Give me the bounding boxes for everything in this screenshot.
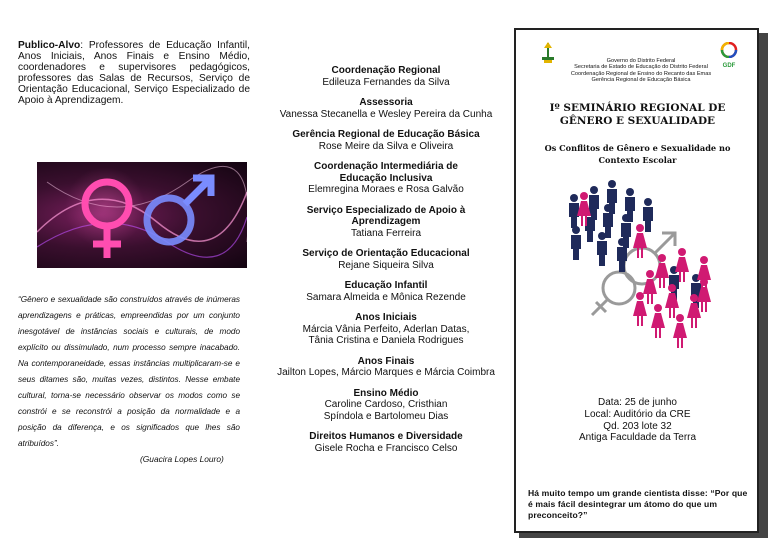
event-date: Data: 25 de junho	[598, 397, 677, 408]
female-figure-icon	[633, 292, 647, 326]
male-figure-icon	[569, 194, 579, 228]
event-address: Qd. 203 lote 32	[603, 420, 672, 432]
seminar-title	[526, 102, 749, 128]
female-figure-icon	[643, 270, 657, 304]
credit-names: Samara Almeida e Mônica Rezende	[306, 291, 466, 303]
credit-role: Direitos Humanos e Diversidade	[309, 431, 463, 442]
male-figure-icon	[571, 226, 581, 260]
credit-block	[270, 97, 502, 120]
credit-role: Anos Finais	[357, 355, 415, 367]
credit-names: Elemregina Moraes e Rosa Galvão	[308, 184, 464, 195]
left-panel	[18, 40, 250, 106]
government-header	[556, 58, 726, 84]
event-location: Local: Auditório da CRE	[584, 408, 691, 420]
gdf-logo-icon	[718, 42, 740, 58]
credit-role: Educação Infantil	[344, 280, 428, 291]
credit-role: Serviço Especializado de Apoio à Aprendizagem	[306, 204, 466, 227]
credit-role: Gerência Regional de Educação Básica	[292, 129, 480, 140]
credit-names: Jailton Lopes, Márcio Marques e Márcia Coimbra	[277, 367, 495, 378]
audience-label: Publico-Alvo	[18, 40, 81, 51]
quote-text: “Gênero e sexualidade são construídos através de inúmeras aprendizagens e práticas, empreendidas por um conjunto inesgotável de instâncias sociais e culturais, de modo explícito ou dissimulado, num processo sempre inacabado. Na contemporaneidade, essas instâncias multiplicaram-se e seus ditames são, muitas vezes, distintos. Nesse embate cultural, torna-se necessário observar os modos como se constrói e se reconstrói a posição da normalidade e a posição da diferença, e os significados que lhes são atribuídos”.	[18, 295, 240, 448]
credit-block	[270, 161, 502, 196]
gov-line: Governo do Distrito Federal	[606, 58, 676, 64]
gdf-logo-text: GDF	[722, 63, 736, 69]
seminar-subtitle	[526, 143, 749, 166]
credit-block	[270, 129, 502, 152]
credit-role: Assessoria	[359, 97, 413, 108]
credit-block	[270, 65, 502, 88]
title-line: Iº SEMINÁRIO REGIONAL DE	[549, 102, 726, 114]
gov-line: Secretaria de Estado de Educação do Distrito Federal	[574, 64, 708, 71]
credit-block	[270, 388, 502, 423]
credit-block	[270, 312, 502, 347]
audience-paragraph	[18, 40, 250, 106]
cover-panel	[514, 28, 759, 533]
credit-names: Rose Meire da Silva e Oliveira	[318, 140, 454, 152]
female-figure-icon	[673, 314, 687, 348]
credit-role: Serviço de Orientação Educacional	[302, 248, 470, 259]
credit-names: Gisele Rocha e Francisco Celso	[314, 442, 458, 454]
credit-role: Ensino Médio	[353, 387, 419, 399]
subtitle-line: Os Conflitos de Gênero e Sexualidade no	[544, 143, 731, 153]
closing-quote: Há muito tempo um grande cientista disse: “Por que é mais fácil desintegrar um átomo do que um preconceito?”	[528, 488, 748, 520]
gender-symbols-image	[37, 162, 247, 268]
credit-block	[270, 205, 502, 240]
subtitle-line: Contexto Escolar	[598, 154, 677, 165]
credit-role: Coordenação Regional	[331, 65, 441, 76]
credit-block	[270, 248, 502, 271]
credit-names: Edileuza Fernandes da Silva	[322, 76, 450, 88]
gender-figures-illustration	[554, 178, 729, 368]
credits-panel	[270, 65, 502, 463]
title-line: GÊNERO E SEXUALIDADE	[559, 115, 716, 127]
gdf-logo	[718, 42, 740, 69]
credit-block	[270, 356, 502, 379]
audience-text: : Professores de Educação Infantil, Anos Iniciais, Anos Finais e Ensino Médio, coordenadores e supervisores pedagógicos, professores das Salas de Recursos, Serviço de Orientação Educacional, Serviço Especializado de Apoio à Aprendizagem.	[18, 40, 250, 106]
male-figure-icon	[597, 232, 607, 266]
gov-line: Gerência Regional de Educação Básica	[591, 77, 691, 84]
credit-role: Anos Iniciais	[355, 312, 417, 323]
credit-role: Coordenação Intermediária de Educação Inclusiva	[314, 161, 458, 184]
credit-names: Tatiana Ferreira	[350, 227, 422, 239]
credit-block	[270, 280, 502, 303]
female-figure-icon	[633, 224, 647, 258]
gov-line: Coordenação Regional de Ensino do Recanto das Emas	[570, 70, 712, 77]
people-figures	[569, 180, 711, 348]
male-figure-icon	[643, 198, 653, 232]
credit-names: Vanessa Stecanella e Wesley Pereira da Cunha	[279, 108, 493, 120]
quote-author: (Guacira Lopes Louro)	[140, 454, 224, 464]
credit-names: Rejane Siqueira Silva	[338, 259, 434, 271]
event-details	[526, 397, 749, 444]
brasao-logo-icon	[540, 42, 556, 64]
credit-block	[270, 431, 502, 454]
credit-names: Caroline Cardoso, Cristhian Spíndola e Bartolomeu Dias	[323, 399, 449, 422]
event-venue: Antiga Faculdade da Terra	[578, 432, 697, 444]
female-figure-icon	[651, 304, 665, 338]
credit-names: Márcia Vânia Perfeito, Aderlan Datas, Tânia Cristina e Daniela Rodrigues	[302, 323, 470, 346]
